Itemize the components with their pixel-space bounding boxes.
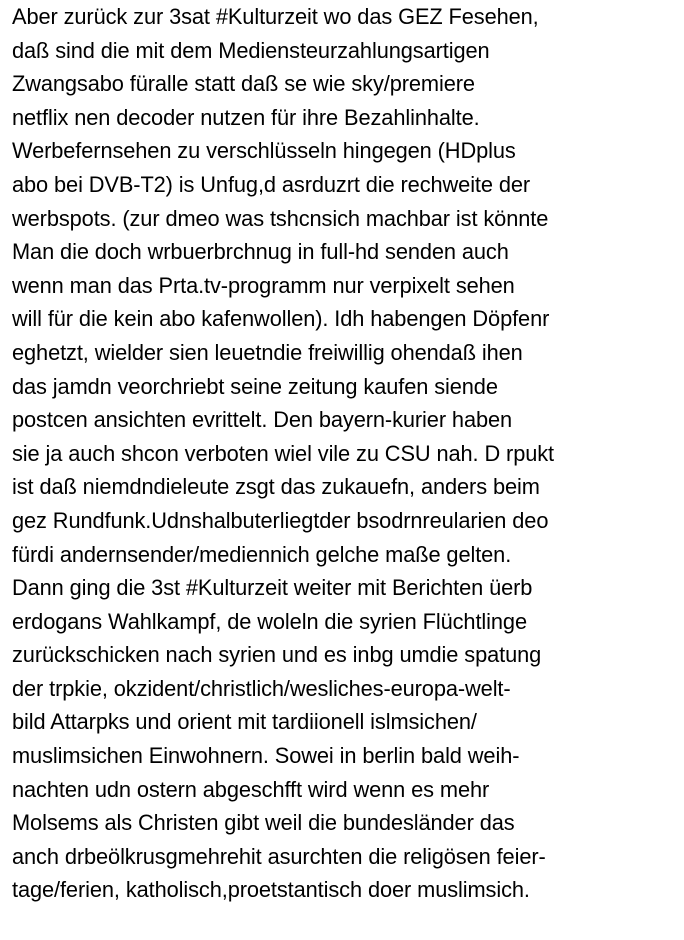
text-line: tage/ferien, katholisch,proetstantisch doer muslimsich. (12, 877, 530, 903)
text-line: zurückschicken nach syrien und es inbg umdie spatung (12, 642, 542, 668)
text-line: Werbefernsehen zu verschlüsseln hingegen (HDplus (12, 138, 516, 164)
text-line: muslimsichen Einwohnern. Sowei in berlin bald weih- (12, 743, 520, 769)
text-line: wenn man das Prta.tv-programm nur verpixelt sehen (12, 272, 515, 298)
text-line: gez Rundfunk.Udnshalbuterliegtder bsodrnreularien deo (12, 507, 549, 533)
text-line: postcen ansichten evrittelt. Den bayern-kurier haben (12, 407, 513, 433)
text-line: werbspots. (zur dmeo was tshcnsich machbar ist könnte (12, 205, 549, 231)
text-line: das jamdn veorchriebt seine zeitung kaufen siende (12, 373, 498, 399)
text-line: netflix nen decoder nutzen für ihre Bezahlinhalte. (12, 104, 480, 130)
text-line: Man die doch wrbuerbrchnug in full-hd senden auch (12, 239, 509, 265)
text-line: sie ja auch shcon verboten wiel vile zu CSU nah. D rpukt (12, 440, 555, 466)
text-line: will für die kein abo kafenwollen). Idh habengen Döpfenr (12, 306, 550, 332)
text-line: der trpkie, okzident/christlich/wesliches-europa-welt- (12, 675, 511, 701)
text-line: ist daß niemdndieleute zsgt das zukauefn, anders beim (12, 474, 540, 500)
text-line: anch drbeölkrusgmehrehit asurchten die religösen feier- (12, 843, 546, 869)
text-line: eghetzt, wielder sien leuetndie freiwillig ohendaß ihen (12, 339, 523, 365)
document-text (12, 0, 684, 907)
text-line: nachten udn ostern abgeschfft wird wenn es mehr (12, 776, 490, 802)
text-line: daß sind die mit dem Mediensteurzahlungsartigen (12, 37, 490, 63)
text-line: Dann ging die 3st #Kulturzeit weiter mit Berichten üerb (12, 575, 533, 601)
text-line: Zwangsabo füralle statt daß se wie sky/premiere (12, 71, 475, 97)
text-line: Aber zurück zur 3sat #Kulturzeit wo das GEZ Fesehen, (12, 4, 539, 29)
text-line: fürdi andernsender/mediennich gelche maße gelten. (12, 541, 512, 567)
text-line: abo bei DVB-T2) is Unfug,d asrduzrt die rechweite der (12, 171, 531, 197)
text-line: bild Attarpks und orient mit tardiionell islmsichen/ (12, 709, 477, 735)
text-line: Molsems als Christen gibt weil die bundesländer das (12, 810, 515, 836)
text-line: erdogans Wahlkampf, de woleln die syrien Flüchtlinge (12, 608, 527, 634)
